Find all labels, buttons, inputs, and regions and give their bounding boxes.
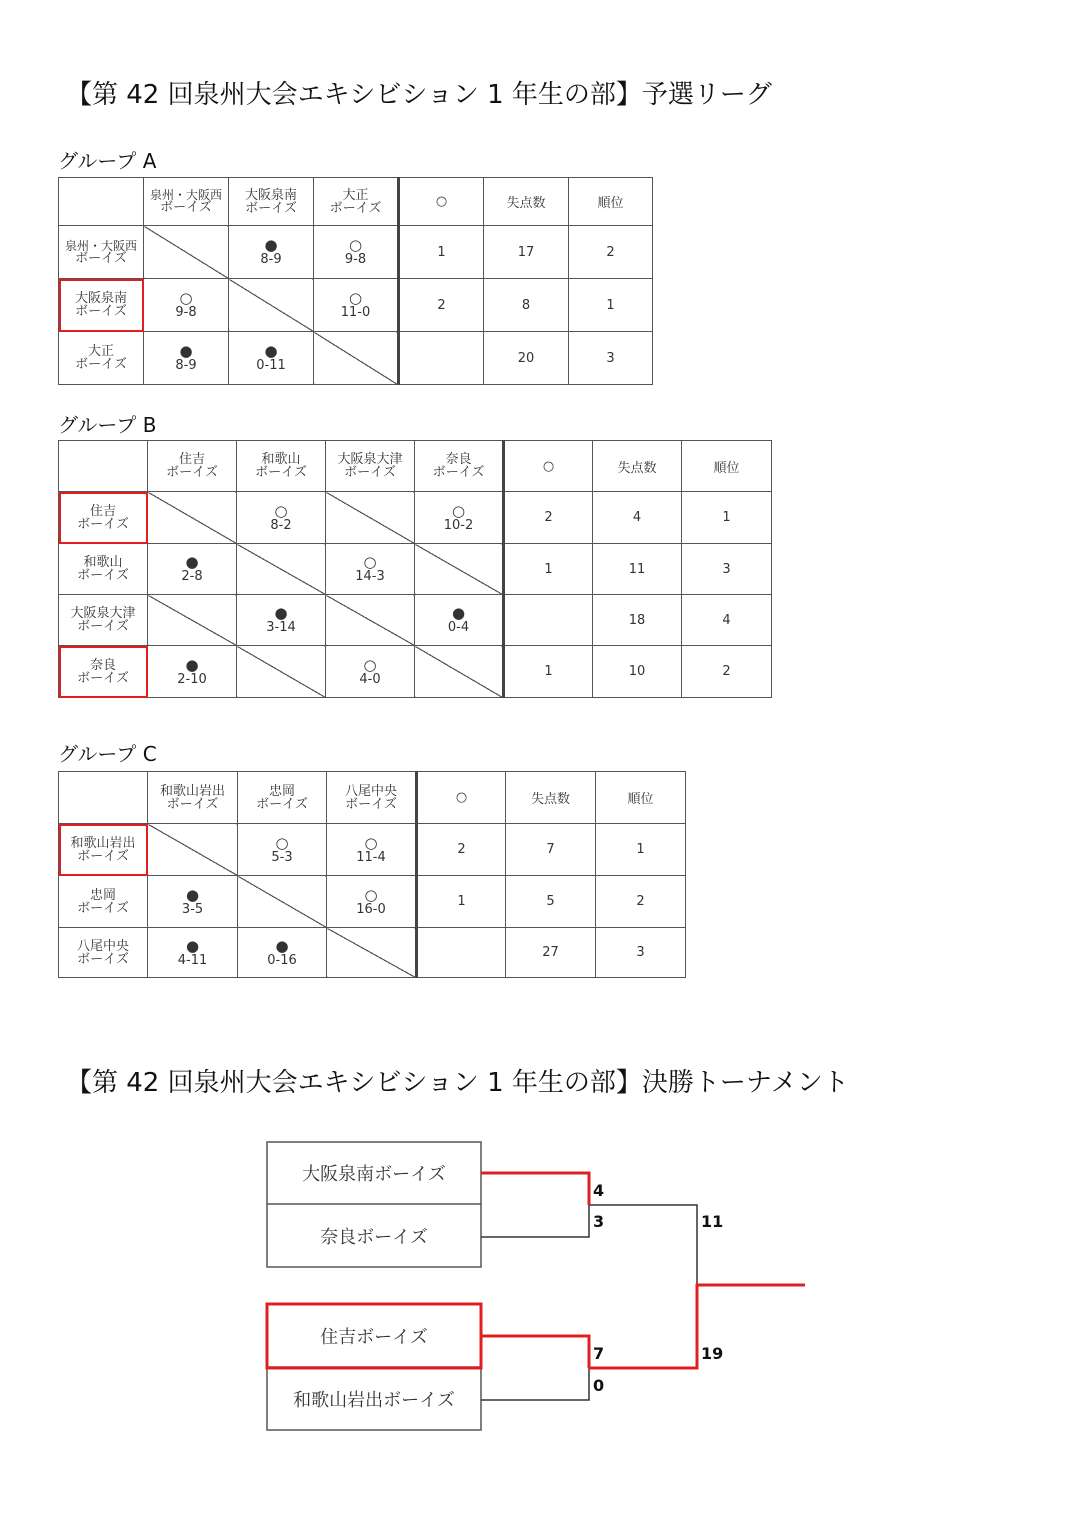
team-suffix: ボーイズ (77, 516, 129, 532)
team-suffix: ボーイズ (345, 796, 397, 812)
result-score: 8-2 (270, 517, 292, 533)
team-name: 住吉 (178, 452, 205, 467)
result-score: 2-8 (181, 569, 203, 584)
bracket-score: 7 (593, 1344, 605, 1363)
team-suffix: ボーイズ (75, 357, 127, 372)
wins-cell: 1 (504, 544, 593, 595)
rank-cell: 3 (682, 544, 772, 595)
team-name: 奈良 (445, 452, 472, 467)
result-score: 9-8 (175, 305, 197, 320)
team-suffix: ボーイズ (77, 568, 129, 583)
result-mark: ● (451, 604, 466, 622)
runs-allowed-cell: 7 (506, 824, 596, 876)
bracket-team: 住吉ボーイズ (320, 1326, 428, 1348)
result-mark: ○ (274, 501, 288, 520)
team-suffix: ボーイズ (77, 900, 129, 916)
semi2-winner-line (481, 1336, 589, 1368)
runs-allowed-cell: 4 (593, 492, 682, 544)
result-score: 2-10 (177, 671, 207, 687)
result-mark: ○ (451, 501, 466, 520)
runs-allowed-header: 失点数 (593, 441, 682, 492)
group-c-label: グループ C (58, 742, 157, 766)
team-suffix: ボーイズ (432, 465, 485, 480)
team-name: 大阪泉南 (244, 187, 297, 203)
team-name: 八尾中央 (76, 938, 129, 954)
result-score: 11-0 (340, 305, 371, 320)
result-mark: ○ (364, 833, 378, 852)
team-suffix: ボーイズ (160, 200, 212, 215)
team-name: 和歌山 (83, 555, 123, 570)
bracket-score: 0 (593, 1376, 605, 1395)
team-suffix: ボーイズ (329, 200, 382, 216)
team-name: 大阪泉大津 (337, 452, 403, 467)
rank-header: 順位 (596, 772, 686, 824)
final-loser-line (589, 1205, 697, 1285)
result-score: 9-8 (344, 252, 367, 267)
runs-allowed-cell: 27 (506, 928, 596, 978)
runs-allowed-cell: 18 (593, 595, 682, 646)
bracket-score: 19 (701, 1344, 724, 1363)
result-mark: ● (275, 936, 289, 955)
result-mark: ○ (275, 833, 289, 852)
runs-allowed-cell: 20 (484, 332, 569, 385)
runs-allowed-cell: 11 (593, 544, 682, 595)
team-suffix: ボーイズ (344, 465, 396, 480)
team-suffix: ボーイズ (245, 200, 297, 216)
team-suffix: ボーイズ (75, 250, 127, 266)
final-winner-line (589, 1285, 805, 1368)
result-score: 0-16 (267, 952, 297, 968)
wins-header: ○ (399, 178, 484, 226)
bracket-score: 4 (593, 1181, 605, 1200)
result-mark: ● (274, 604, 288, 622)
team-suffix: ボーイズ (256, 796, 308, 812)
result-score: 8-9 (260, 252, 282, 267)
result-mark: ● (185, 936, 200, 955)
result-mark: ● (185, 655, 199, 674)
wins-cell: 1 (399, 226, 484, 279)
wins-cell: 1 (504, 646, 593, 698)
rank-cell: 2 (569, 226, 653, 279)
rank-cell: 4 (682, 595, 772, 646)
rank-cell: 3 (596, 928, 686, 978)
team-name: 大阪泉南 (74, 291, 127, 306)
semi2-loser-line (481, 1368, 589, 1400)
team-name: 大阪泉大津 (70, 606, 136, 621)
rank-cell: 1 (682, 492, 772, 544)
team-suffix: ボーイズ (77, 848, 129, 864)
result-mark: ● (179, 342, 193, 360)
bracket-team: 大阪泉南ボーイズ (302, 1164, 446, 1185)
rank-cell: 1 (569, 279, 653, 332)
result-score: 3-5 (181, 901, 204, 917)
result-mark: ○ (348, 236, 363, 254)
result-score: 0-11 (256, 358, 286, 373)
wins-cell: 2 (399, 279, 484, 332)
tournament-title: 【第 42 回泉州大会エキシビション 1 年生の部】決勝トーナメント (66, 1068, 849, 1098)
group-a-label: グループ A (58, 149, 157, 173)
team-suffix: ボーイズ (255, 465, 307, 480)
wins-cell: 1 (417, 876, 506, 928)
result-score: 16-0 (356, 901, 386, 917)
result-score: 0-4 (447, 620, 470, 635)
team-suffix: ボーイズ (77, 951, 129, 967)
result-mark: ● (264, 342, 278, 360)
runs-allowed-header: 失点数 (484, 178, 569, 226)
team-name: 奈良 (89, 657, 116, 673)
result-score: 8-9 (175, 358, 197, 373)
team-suffix: ボーイズ (166, 796, 219, 812)
team-name: 大正 (342, 187, 369, 203)
team-name: 大正 (87, 344, 114, 359)
rank-header: 順位 (569, 178, 653, 226)
result-score: 4-0 (359, 671, 381, 687)
result-score: 10-2 (443, 517, 474, 533)
bracket-score: 11 (701, 1212, 724, 1231)
team-suffix: ボーイズ (75, 304, 127, 319)
result-score: 3-14 (266, 620, 296, 635)
result-mark: ● (185, 885, 200, 904)
team-name: 住吉 (89, 503, 116, 519)
result-mark: ○ (364, 885, 378, 904)
result-score: 11-4 (356, 849, 386, 865)
rank-cell: 2 (596, 876, 686, 928)
team-name: 忠岡 (268, 783, 295, 799)
runs-allowed-header: 失点数 (506, 772, 596, 824)
result-mark: ● (185, 553, 199, 571)
bracket-score: 3 (593, 1212, 605, 1231)
runs-allowed-cell: 5 (506, 876, 596, 928)
runs-allowed-cell: 10 (593, 646, 682, 698)
result-score: 5-3 (271, 849, 293, 865)
wins-header: ○ (504, 441, 593, 492)
bracket-team: 奈良ボーイズ (320, 1226, 428, 1248)
result-mark: ○ (363, 553, 377, 571)
team-suffix: ボーイズ (77, 670, 129, 686)
wins-cell: 2 (504, 492, 593, 544)
result-score: 14-3 (355, 569, 385, 584)
bracket-team: 和歌山岩出ボーイズ (293, 1389, 455, 1411)
result-score: 4-11 (177, 952, 208, 968)
team-name: 和歌山 (261, 452, 301, 467)
result-mark: ○ (348, 289, 363, 307)
league-title: 【第 42 回泉州大会エキシビション 1 年生の部】予選リーグ (66, 80, 772, 110)
team-name: 忠岡 (89, 887, 116, 903)
team-name: 泉州・大阪西 (64, 238, 137, 253)
wins-cell: 2 (417, 824, 506, 876)
team-suffix: ボーイズ (77, 619, 129, 634)
wins-header: ○ (417, 772, 506, 824)
rank-header: 順位 (682, 441, 772, 492)
team-name: 八尾中央 (344, 783, 397, 799)
rank-cell: 3 (569, 332, 653, 385)
semi1-loser-line (481, 1205, 589, 1237)
rank-cell: 1 (596, 824, 686, 876)
team-name: 和歌山岩出 (70, 835, 136, 851)
group-b-label: グループ B (58, 413, 157, 437)
team-name: 和歌山岩出 (159, 783, 225, 799)
team-suffix: ボーイズ (166, 465, 218, 480)
result-mark: ○ (179, 289, 193, 307)
semi1-winner-line (481, 1173, 589, 1205)
runs-allowed-cell: 8 (484, 279, 569, 332)
runs-allowed-cell: 17 (484, 226, 569, 279)
rank-cell: 2 (682, 646, 772, 698)
result-mark: ● (264, 236, 278, 254)
result-mark: ○ (363, 655, 377, 674)
team-name: 泉州・大阪西 (149, 188, 222, 202)
